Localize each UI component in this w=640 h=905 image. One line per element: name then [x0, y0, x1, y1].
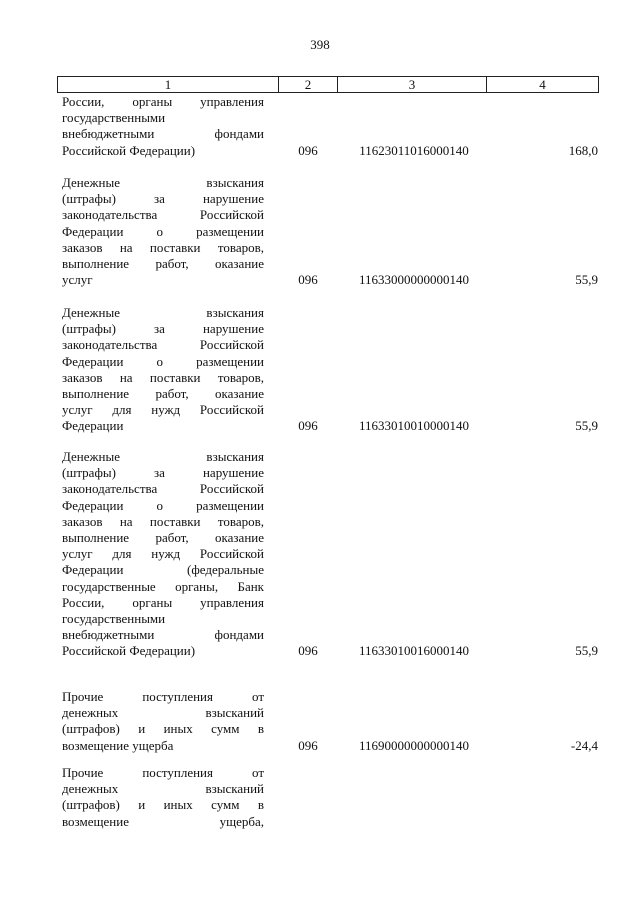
budget-code: 11633010010000140: [358, 418, 470, 434]
description-line: государственными: [62, 110, 166, 126]
description-line: выполнение работ, оказание: [62, 386, 264, 402]
description-line: России, органы управления: [62, 94, 264, 109]
description-line: (штрафов) и иных сумм в: [62, 721, 264, 737]
admin-code: 096: [298, 418, 318, 434]
description-line: денежных взысканий: [62, 705, 264, 721]
amount: 168,0: [568, 142, 598, 158]
description-line: государственные органы, Банк: [62, 578, 264, 594]
description-line: денежных взысканий: [62, 781, 264, 797]
amount: 55,9: [575, 272, 598, 288]
description-line: возмещение ущерба,: [62, 813, 264, 829]
description-line: Прочие поступления от: [62, 765, 264, 780]
row-description: [62, 175, 264, 288]
description-line: Денежные взыскания: [62, 175, 264, 190]
description-line: заказов на поставки товаров,: [62, 239, 264, 255]
admin-code: 096: [298, 142, 318, 158]
row-description: [62, 94, 264, 159]
description-line: услуг для нужд Российской: [62, 402, 264, 418]
header-col-4: 4: [487, 77, 599, 93]
budget-code: 11633010016000140: [358, 643, 470, 659]
description-line: (штрафы) за нарушение: [62, 465, 264, 481]
description-line: Прочие поступления от: [62, 689, 264, 704]
description-line: внебюджетными фондами: [62, 627, 264, 643]
description-line: Федерации о размещении: [62, 497, 264, 513]
amount: 55,9: [575, 643, 598, 659]
description-line: внебюджетными фондами: [62, 126, 264, 142]
admin-code: 096: [298, 272, 318, 288]
description-line: России, органы управления: [62, 594, 264, 610]
budget-code: 11623011016000140: [359, 142, 469, 158]
description-line: Денежные взыскания: [62, 449, 264, 464]
description-line: услуг: [62, 272, 93, 288]
description-line: законодательства Российской: [62, 337, 264, 353]
row-description: [62, 689, 264, 754]
amount: 55,9: [575, 418, 598, 434]
description-line: выполнение работ, оказание: [62, 256, 264, 272]
header-col-3: 3: [338, 77, 487, 93]
description-line: заказов на поставки товаров,: [62, 513, 264, 529]
description-line: возмещение ущерба: [62, 737, 174, 753]
budget-code: 11690000000000140: [358, 737, 470, 753]
description-line: Федерации о размещении: [62, 223, 264, 239]
row-description: [62, 765, 264, 830]
description-line: (штрафы) за нарушение: [62, 321, 264, 337]
description-line: Российской Федерации): [62, 142, 196, 158]
description-line: Федерации о размещении: [62, 353, 264, 369]
description-line: законодательства Российской: [62, 481, 264, 497]
row-description: [62, 449, 264, 660]
description-line: выполнение работ, оказание: [62, 530, 264, 546]
admin-code: 096: [298, 643, 318, 659]
description-line: услуг для нужд Российской: [62, 546, 264, 562]
description-line: государственными: [62, 611, 166, 627]
description-line: Российской Федерации): [62, 643, 196, 659]
description-line: Федерации (федеральные: [62, 562, 264, 578]
amount: -24,4: [570, 737, 598, 753]
description-line: законодательства Российской: [62, 207, 264, 223]
row-description: [62, 305, 264, 435]
admin-code: 096: [298, 737, 318, 753]
description-line: Федерации: [62, 418, 124, 434]
description-line: Денежные взыскания: [62, 305, 264, 320]
description-line: (штрафов) и иных сумм в: [62, 797, 264, 813]
description-line: (штрафы) за нарушение: [62, 191, 264, 207]
page-number: 398: [310, 37, 330, 52]
table-header: [57, 76, 599, 93]
header-col-2: 2: [279, 77, 338, 93]
description-line: заказов на поставки товаров,: [62, 369, 264, 385]
budget-code: 11633000000000140: [358, 272, 470, 288]
header-col-1: 1: [58, 77, 279, 93]
